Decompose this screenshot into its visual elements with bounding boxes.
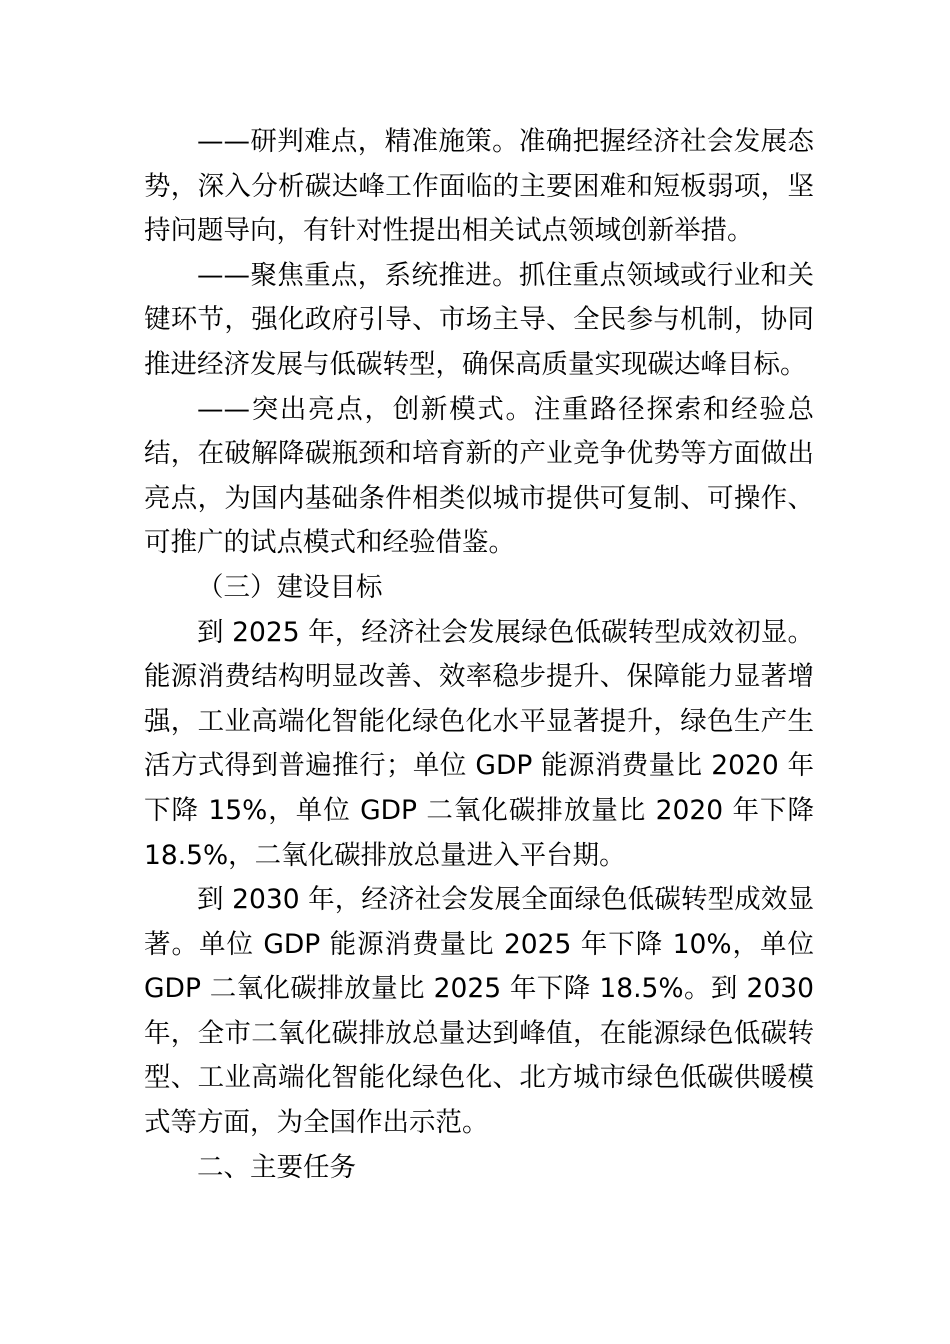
goal-paragraph-2025: 到 2025 年，经济社会发展绿色低碳转型成效初显。能源消费结构明显改善、效率稳步提升、保障能力显著增强，工业高端化智能化绿色化水平显著提升，绿色生产生活方式得到普遍推行；单位 GDP 能源消费量比 2020 年下降 15%，单位 GDP 二氧化碳排放量比 2020 年下降 18.5%，二氧化碳排放总量进入平台期。	[144, 616, 814, 871]
principle-paragraph-3: ——突出亮点，创新模式。注重路径探索和经验总结，在破解降碳瓶颈和培育新的产业竞争优势等方面做出亮点，为国内基础条件相类似城市提供可复制、可操作、可推广的试点模式和经验借鉴。	[144, 393, 814, 559]
section-heading-main-tasks: 二、主要任务	[197, 1151, 356, 1183]
principle-paragraph-1: ——研判难点，精准施策。准确把握经济社会发展态势，深入分析碳达峰工作面临的主要困难和短板弱项，坚持问题导向，有针对性提出相关试点领域创新举措。	[144, 126, 814, 247]
section-heading-goals: （三）建设目标	[197, 571, 383, 603]
principle-paragraph-2: ——聚焦重点，系统推进。抓住重点领域或行业和关键环节，强化政府引导、市场主导、全民参与机制，协同推进经济发展与低碳转型，确保高质量实现碳达峰目标。	[144, 259, 814, 380]
goal-paragraph-2030: 到 2030 年，经济社会发展全面绿色低碳转型成效显著。单位 GDP 能源消费量比 2025 年下降 10%，单位 GDP 二氧化碳排放量比 2025 年下降 18.5%。到 2030 年，全市二氧化碳排放总量达到峰值，在能源绿色低碳转型、工业高端化智能化绿色化、北方城市绿色低碳供暖模式等方面，为全国作出示范。	[144, 884, 814, 1139]
document-body	[144, 120, 814, 1190]
